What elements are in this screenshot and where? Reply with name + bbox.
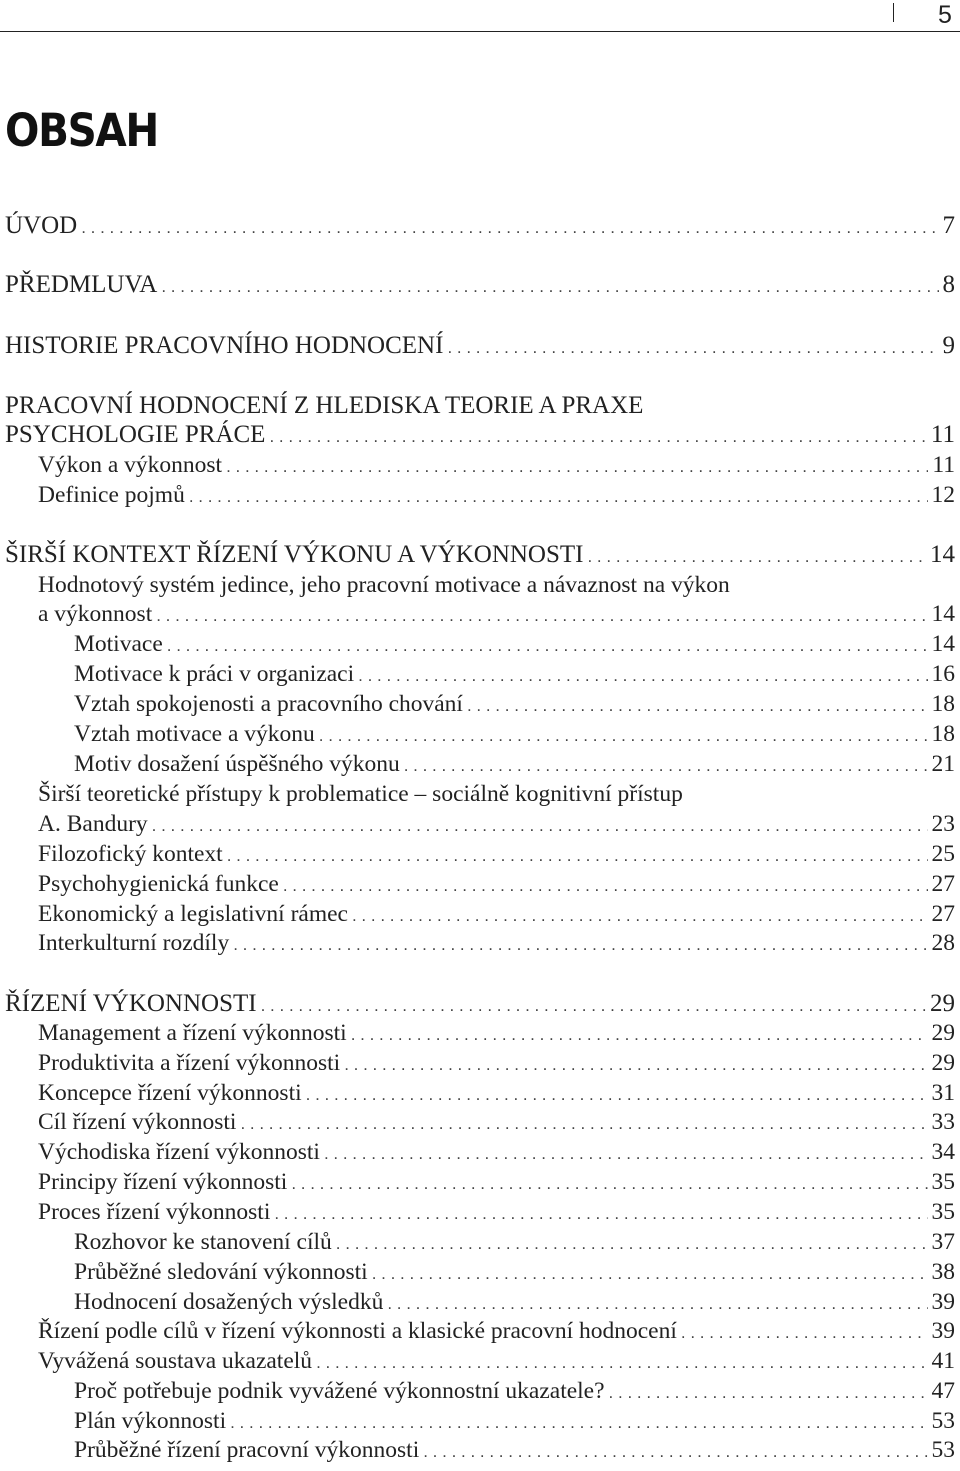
header-divider — [893, 3, 894, 22]
toc-label: Motivace k práci v organizaci — [74, 661, 355, 687]
toc-entry-rizeni[interactable] — [5, 990, 955, 1018]
toc-entry-hodnotovy-line1[interactable]: Hodnotový systém jedince, jeho pracovní motivace a návaznost na výkon — [38, 572, 730, 598]
dot-leader — [81, 218, 938, 238]
toc-entry-pracovni[interactable] — [5, 421, 955, 449]
dot-leader — [447, 338, 938, 358]
toc-entry-historie[interactable] — [5, 332, 955, 360]
dot-leader — [283, 876, 928, 896]
toc-page: 18 — [931, 721, 955, 747]
toc-entry-interkulturni[interactable] — [38, 930, 955, 957]
toc-page: 29 — [931, 1020, 955, 1046]
dot-leader — [344, 1055, 927, 1075]
dot-leader — [291, 1174, 927, 1194]
toc-page: 41 — [931, 1348, 955, 1374]
toc-label: Proč potřebuje podnik vyvážené výkonnostní ukazatele? — [74, 1378, 605, 1404]
toc-page: 33 — [931, 1109, 955, 1135]
toc-entry-principy[interactable] — [38, 1169, 955, 1196]
toc-label: ŠIRŠÍ KONTEXT ŘÍZENÍ VÝKONU A VÝKONNOSTI — [5, 541, 584, 568]
toc-page: 14 — [931, 631, 955, 657]
toc-label: Hodnocení dosažených výsledků — [74, 1289, 384, 1315]
toc-page: 35 — [931, 1169, 955, 1195]
toc-entry-sirsi-teoreticke[interactable] — [38, 811, 955, 838]
toc-page: 14 — [931, 601, 955, 627]
toc-page: 53 — [931, 1437, 955, 1463]
dot-leader — [156, 606, 927, 626]
toc-entry-vztah-spokojenosti[interactable] — [74, 691, 955, 718]
toc-label: Východiska řízení výkonnosti — [38, 1139, 320, 1165]
toc-entry-produktivita[interactable] — [38, 1050, 955, 1077]
toc-label: Rozhovor ke stanovení cílů — [74, 1229, 332, 1255]
toc-label: Koncepce řízení výkonnosti — [38, 1080, 302, 1106]
toc-page: 34 — [931, 1139, 955, 1165]
toc-entry-vyvazena[interactable] — [38, 1348, 955, 1375]
toc-entry-ekonomicky[interactable] — [38, 901, 955, 928]
toc-entry-filozoficky[interactable] — [38, 841, 955, 868]
toc-entry-hodnoceni-vysledku[interactable] — [74, 1289, 955, 1316]
toc-page: 31 — [931, 1080, 955, 1106]
toc-label: Psychohygienická funkce — [38, 871, 279, 897]
toc-label: Principy řízení výkonnosti — [38, 1169, 288, 1195]
toc-page: 11 — [930, 421, 955, 448]
dot-leader — [233, 935, 927, 955]
header-rule — [0, 31, 960, 32]
toc-label: Interkulturní rozdíly — [38, 930, 230, 956]
toc-entry-motivace[interactable] — [74, 631, 955, 658]
dot-leader — [609, 1383, 928, 1403]
toc-page: 23 — [931, 811, 955, 837]
toc-label: PSYCHOLOGIE PRÁCE — [5, 421, 266, 448]
toc-entry-predmluva[interactable] — [5, 271, 955, 299]
dot-leader — [306, 1085, 928, 1105]
toc-label: Průběžné sledování výkonnosti — [74, 1259, 368, 1285]
dot-leader — [227, 846, 928, 866]
toc-entry-hodnotovy[interactable] — [38, 601, 955, 628]
toc-label: Vztah motivace a výkonu — [74, 721, 315, 747]
toc-label: Řízení podle cílů v řízení výkonnosti a klasické pracovní hodnocení — [38, 1318, 677, 1344]
toc-entry-vykon[interactable] — [38, 452, 955, 479]
dot-leader — [274, 1204, 927, 1224]
toc-entry-definice[interactable] — [38, 482, 955, 509]
toc-page: 12 — [931, 482, 955, 508]
toc-page: 29 — [931, 1050, 955, 1076]
toc-entry-vychodiska[interactable] — [38, 1139, 955, 1166]
toc-page: 7 — [942, 212, 955, 239]
dot-leader — [269, 427, 926, 447]
toc-label: Průběžné řízení pracovní výkonnosti — [74, 1437, 420, 1463]
toc-page: 29 — [930, 990, 955, 1017]
dot-leader — [423, 1442, 927, 1462]
toc-label: Motivace — [74, 631, 163, 657]
dot-leader — [587, 547, 926, 567]
toc-entry-uvod[interactable] — [5, 212, 955, 240]
toc-label: Vztah spokojenosti a pracovního chování — [74, 691, 463, 717]
toc-label: Ekonomický a legislativní rámec — [38, 901, 348, 927]
dot-leader — [316, 1353, 927, 1373]
dot-leader — [226, 457, 928, 477]
dot-leader — [351, 1025, 928, 1045]
dot-leader — [230, 1413, 927, 1433]
toc-label: Definice pojmů — [38, 482, 185, 508]
toc-page: 53 — [931, 1408, 955, 1434]
dot-leader — [319, 726, 928, 746]
toc-label: Proces řízení výkonnosti — [38, 1199, 271, 1225]
toc-page: 11 — [932, 452, 955, 478]
toc-label: HISTORIE PRACOVNÍHO HODNOCENÍ — [5, 332, 444, 359]
dot-leader — [240, 1114, 927, 1134]
toc-page: 21 — [931, 751, 955, 777]
toc-label: Motiv dosažení úspěšného výkonu — [74, 751, 400, 777]
dot-leader — [352, 906, 928, 926]
toc-entry-plan[interactable] — [74, 1408, 955, 1435]
toc-entry-vztah-motivace[interactable] — [74, 721, 955, 748]
toc-page: 39 — [931, 1289, 955, 1315]
toc-entry-motivace-prace[interactable] — [74, 661, 955, 688]
toc-page: 28 — [931, 930, 955, 956]
toc-entry-management[interactable] — [38, 1020, 955, 1047]
toc-page: 35 — [931, 1199, 955, 1225]
toc-entry-prubezne-sledovani[interactable] — [74, 1259, 955, 1286]
toc-entry-proc[interactable] — [74, 1378, 955, 1405]
toc-entry-psychohygienicka[interactable] — [38, 871, 955, 898]
toc-entry-koncepce[interactable] — [38, 1080, 955, 1107]
toc-label: Produktivita a řízení výkonnosti — [38, 1050, 341, 1076]
dot-leader — [161, 277, 938, 297]
toc-page: 16 — [931, 661, 955, 687]
toc-label: Cíl řízení výkonnosti — [38, 1109, 237, 1135]
toc-label: ŘÍZENÍ VÝKONNOSTI — [5, 990, 257, 1017]
toc-entry-sirsi-teoreticke-line1[interactable]: Širší teoretické přístupy k problematice – sociálně kognitivní přístup — [38, 781, 683, 807]
toc-entry-sirsi[interactable] — [5, 541, 955, 569]
toc-page: 38 — [931, 1259, 955, 1285]
toc-label: Management a řízení výkonnosti — [38, 1020, 347, 1046]
page-number: 5 — [938, 1, 952, 29]
toc-page: 18 — [931, 691, 955, 717]
page-title: OBSAH — [5, 104, 158, 157]
toc-label: Vyvážená soustava ukazatelů — [38, 1348, 313, 1374]
dot-leader — [336, 1234, 928, 1254]
toc-label: ÚVOD — [5, 212, 78, 239]
dot-leader — [387, 1294, 927, 1314]
toc-page: 9 — [942, 332, 955, 359]
toc-label: Plán výkonnosti — [74, 1408, 227, 1434]
toc-page: 37 — [931, 1229, 955, 1255]
toc-page: 8 — [942, 271, 955, 298]
dot-leader — [167, 636, 928, 656]
dot-leader — [261, 996, 926, 1016]
toc-entry-pracovni-line1[interactable]: PRACOVNÍ HODNOCENÍ Z HLEDISKA TEORIE A PRAXE — [5, 392, 644, 419]
toc-page: 25 — [931, 841, 955, 867]
toc-page: 47 — [931, 1378, 955, 1404]
toc-entry-rizeni-podle-cilu[interactable] — [38, 1318, 955, 1345]
toc-page: 39 — [931, 1318, 955, 1344]
dot-leader — [467, 696, 928, 716]
toc-label: a výkonnost — [38, 601, 153, 627]
dot-leader — [404, 756, 928, 776]
dot-leader — [372, 1264, 928, 1284]
dot-leader — [152, 816, 928, 836]
toc-entry-proces[interactable] — [38, 1199, 955, 1226]
dot-leader — [681, 1323, 928, 1343]
dot-leader — [358, 666, 927, 686]
toc-page: 27 — [931, 871, 955, 897]
dot-leader — [324, 1144, 928, 1164]
dot-leader — [189, 487, 928, 507]
toc-entry-prubezne-rizeni[interactable] — [74, 1437, 955, 1464]
toc-label: PŘEDMLUVA — [5, 271, 158, 298]
toc-label: Výkon a výkonnost — [38, 452, 223, 478]
toc-label: Filozofický kontext — [38, 841, 223, 867]
toc-page: 14 — [930, 541, 955, 568]
toc-label: A. Bandury — [38, 811, 148, 837]
toc-page: 27 — [931, 901, 955, 927]
toc-entry-rozhovor[interactable] — [74, 1229, 955, 1256]
toc-entry-cil[interactable] — [38, 1109, 955, 1136]
toc-entry-motiv-dosazeni[interactable] — [74, 751, 955, 778]
